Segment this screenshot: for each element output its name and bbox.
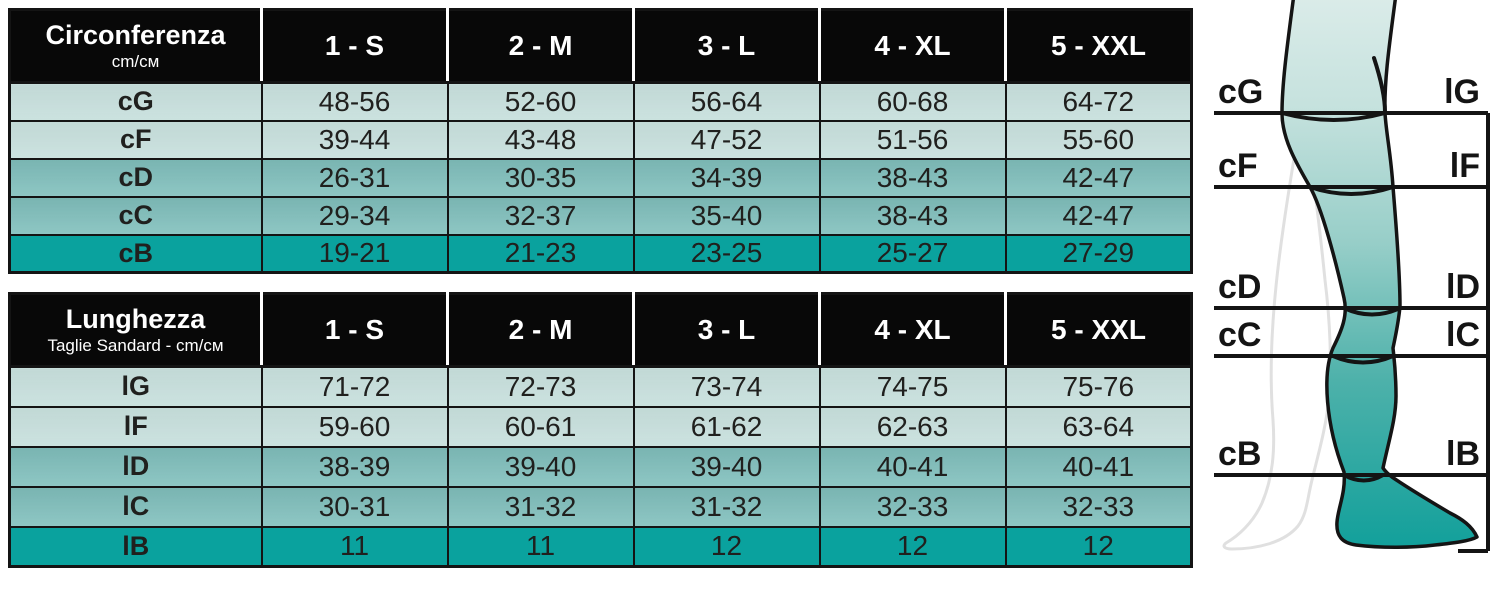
table-cell: 55-60 bbox=[1006, 121, 1192, 159]
diagram-label-lb: lB bbox=[1446, 435, 1480, 473]
table-cell: 11 bbox=[262, 527, 448, 567]
table-cell: 35-40 bbox=[634, 197, 820, 235]
size-column-header-l: 3 - L bbox=[634, 10, 820, 83]
row-label: lF bbox=[10, 407, 262, 447]
table-cell: 12 bbox=[634, 527, 820, 567]
table-cell: 51-56 bbox=[820, 121, 1006, 159]
table-cell: 34-39 bbox=[634, 159, 820, 197]
table-cell: 61-62 bbox=[634, 407, 820, 447]
table-row-cf bbox=[10, 121, 1192, 159]
table-cell: 73-74 bbox=[634, 367, 820, 407]
diagram-label-cc: cC bbox=[1218, 316, 1262, 354]
size-tables bbox=[8, 8, 1193, 568]
table-cell: 38-43 bbox=[820, 197, 1006, 235]
table-cell: 32-37 bbox=[448, 197, 634, 235]
size-column-header-s: 1 - S bbox=[262, 294, 448, 367]
circumference-table bbox=[8, 8, 1193, 274]
size-column-header-l: 3 - L bbox=[634, 294, 820, 367]
length-title: Lunghezza bbox=[65, 303, 206, 334]
circumference-title: Circonferenza bbox=[45, 19, 226, 50]
diagram-label-cg: cG bbox=[1218, 73, 1264, 111]
table-cell: 56-64 bbox=[634, 83, 820, 121]
table-cell: 19-21 bbox=[262, 235, 448, 273]
row-label: cF bbox=[10, 121, 262, 159]
row-label: cC bbox=[10, 197, 262, 235]
table-row-cg bbox=[10, 83, 1192, 121]
table-row-lf bbox=[10, 407, 1192, 447]
diagram-label-cd: cD bbox=[1218, 268, 1262, 306]
table-cell: 48-56 bbox=[262, 83, 448, 121]
table-cell: 32-33 bbox=[820, 487, 1006, 527]
table-row-cd bbox=[10, 159, 1192, 197]
table-cell: 39-40 bbox=[448, 447, 634, 487]
table-cell: 74-75 bbox=[820, 367, 1006, 407]
diagram-label-cb: cB bbox=[1218, 435, 1262, 473]
length-subtitle: Taglie Sandard - cm/см bbox=[47, 335, 224, 355]
table-cell: 31-32 bbox=[634, 487, 820, 527]
diagram-label-ld: lD bbox=[1446, 268, 1480, 306]
circumference-title-cell bbox=[10, 10, 262, 83]
table-cell: 40-41 bbox=[820, 447, 1006, 487]
table-cell: 38-43 bbox=[820, 159, 1006, 197]
table-cell: 39-40 bbox=[634, 447, 820, 487]
table-cell: 43-48 bbox=[448, 121, 634, 159]
diagram-label-lg: lG bbox=[1444, 73, 1480, 111]
row-label: lB bbox=[10, 527, 262, 567]
table-row-lb bbox=[10, 527, 1192, 567]
size-column-header-m: 2 - M bbox=[448, 294, 634, 367]
length-title-cell bbox=[10, 294, 262, 367]
size-column-header-xl: 4 - XL bbox=[820, 10, 1006, 83]
table-cell: 47-52 bbox=[634, 121, 820, 159]
table-cell: 39-44 bbox=[262, 121, 448, 159]
table-cell: 72-73 bbox=[448, 367, 634, 407]
length-header-row bbox=[10, 294, 1192, 367]
size-column-header-xxl: 5 - XXL bbox=[1006, 10, 1192, 83]
table-cell: 59-60 bbox=[262, 407, 448, 447]
diagram-label-lc: lC bbox=[1446, 316, 1480, 354]
diagram-label-lf: lF bbox=[1449, 147, 1480, 185]
row-label: cD bbox=[10, 159, 262, 197]
row-label: lC bbox=[10, 487, 262, 527]
table-cell: 60-61 bbox=[448, 407, 634, 447]
table-cell: 32-33 bbox=[1006, 487, 1192, 527]
table-row-cc bbox=[10, 197, 1192, 235]
table-cell: 29-34 bbox=[262, 197, 448, 235]
table-row-cb bbox=[10, 235, 1192, 273]
circumference-subtitle: cm/см bbox=[111, 51, 160, 71]
table-cell: 21-23 bbox=[448, 235, 634, 273]
table-cell: 31-32 bbox=[448, 487, 634, 527]
table-cell: 63-64 bbox=[1006, 407, 1192, 447]
table-row-lc bbox=[10, 487, 1192, 527]
table-cell: 27-29 bbox=[1006, 235, 1192, 273]
table-cell: 11 bbox=[448, 527, 634, 567]
table-cell: 75-76 bbox=[1006, 367, 1192, 407]
size-column-header-s: 1 - S bbox=[262, 10, 448, 83]
table-cell: 52-60 bbox=[448, 83, 634, 121]
table-cell: 12 bbox=[1006, 527, 1192, 567]
table-cell: 62-63 bbox=[820, 407, 1006, 447]
size-column-header-xl: 4 - XL bbox=[820, 294, 1006, 367]
row-label: lD bbox=[10, 447, 262, 487]
leg-measurement-diagram bbox=[1210, 0, 1500, 600]
length-table bbox=[8, 292, 1193, 568]
circumference-header-row bbox=[10, 10, 1192, 83]
row-label: lG bbox=[10, 367, 262, 407]
table-row-ld bbox=[10, 447, 1192, 487]
size-column-header-xxl: 5 - XXL bbox=[1006, 294, 1192, 367]
row-label: cG bbox=[10, 83, 262, 121]
table-cell: 64-72 bbox=[1006, 83, 1192, 121]
table-cell: 26-31 bbox=[262, 159, 448, 197]
table-cell: 42-47 bbox=[1006, 197, 1192, 235]
row-label: cB bbox=[10, 235, 262, 273]
table-cell: 42-47 bbox=[1006, 159, 1192, 197]
leg-diagram-art bbox=[1210, 0, 1500, 600]
table-cell: 38-39 bbox=[262, 447, 448, 487]
diagram-label-cf: cF bbox=[1218, 147, 1258, 185]
table-cell: 12 bbox=[820, 527, 1006, 567]
table-cell: 23-25 bbox=[634, 235, 820, 273]
size-column-header-m: 2 - M bbox=[448, 10, 634, 83]
table-cell: 40-41 bbox=[1006, 447, 1192, 487]
table-row-lg bbox=[10, 367, 1192, 407]
table-cell: 60-68 bbox=[820, 83, 1006, 121]
table-cell: 71-72 bbox=[262, 367, 448, 407]
table-cell: 30-31 bbox=[262, 487, 448, 527]
table-cell: 25-27 bbox=[820, 235, 1006, 273]
table-cell: 30-35 bbox=[448, 159, 634, 197]
